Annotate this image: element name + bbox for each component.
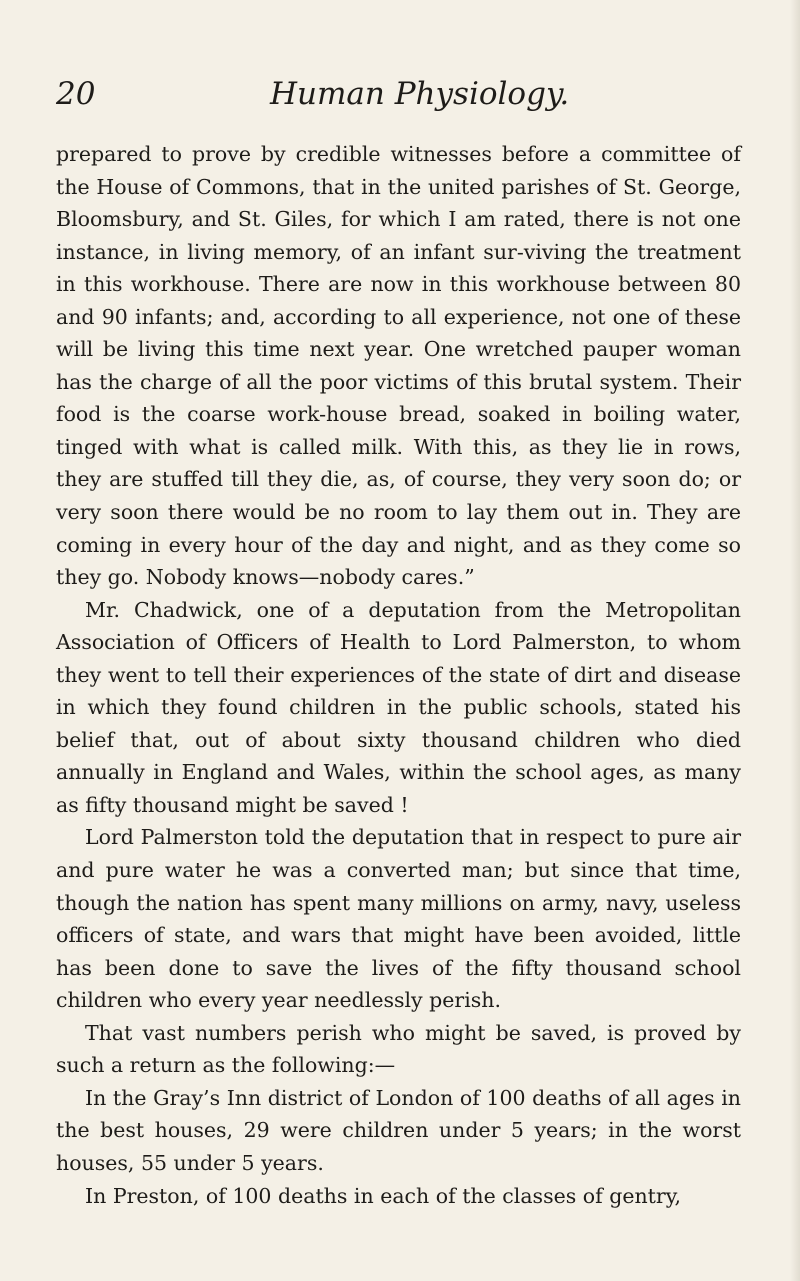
paragraph-preston: In Preston, of 100 deaths in each of the classes of gentry, [85,1183,682,1208]
body-text [56,138,741,1212]
paragraph-grays-inn: In the Gray’s Inn district of London of 100 deaths of all ages in the best houses, 29 were children under 5 years; in the worst houses, 55 under 5 years. [56,1085,741,1175]
paragraph-return: That vast numbers perish who might be saved, is proved by such a return as the following:— [56,1020,741,1078]
book-title: Human Physiology. [270,76,570,112]
page-edge-shadow [790,0,800,1281]
paragraph-palmerston: Lord Palmerston told the deputation that in respect to pure air and pure water he was a converted man; but since that time, though the nation has spent many millions on army, navy, useless officers of state, and wars that might have been avoided, little has been done to save the lives of the fifty thousand school children who every year needlessly perish. [56,825,741,1013]
paragraph-continued: prepared to prove by credible witnesses before a committee of the House of Commons, that in the united parishes of St. George, Bloomsbury, and St. Giles, for which I am rated, there is not one instance, in living memory, of an infant sur-viving the treatment in this workhouse. There are now in this workhouse between 80 and 90 infants; and, according to all experience, not one of these will be living this time next year. One wretched pauper woman has the charge of all the poor victims of this brutal system. Their food is the coarse work-house bread, soaked in boiling water, tinged with what is called milk. With this, as they lie in rows, they are stuffed till they die, as, of course, they very soon do; or very soon there would be no room to lay them out in. They are coming in every hour of the day and night, and as they come so they go. Nobody knows—nobody cares.” [56,142,741,590]
page-number: 20 [56,76,96,112]
paragraph-chadwick: Mr. Chadwick, one of a deputation from the Metropolitan Association of Officers of Health to Lord Palmerston, to whom they went to tell their experiences of the state of dirt and disease in which they found children in the public schools, stated his belief that, out of about sixty thousand children who died annually in England and Wales, within the school ages, as many as fifty thousand might be saved ! [56,597,741,817]
running-head [56,76,741,126]
